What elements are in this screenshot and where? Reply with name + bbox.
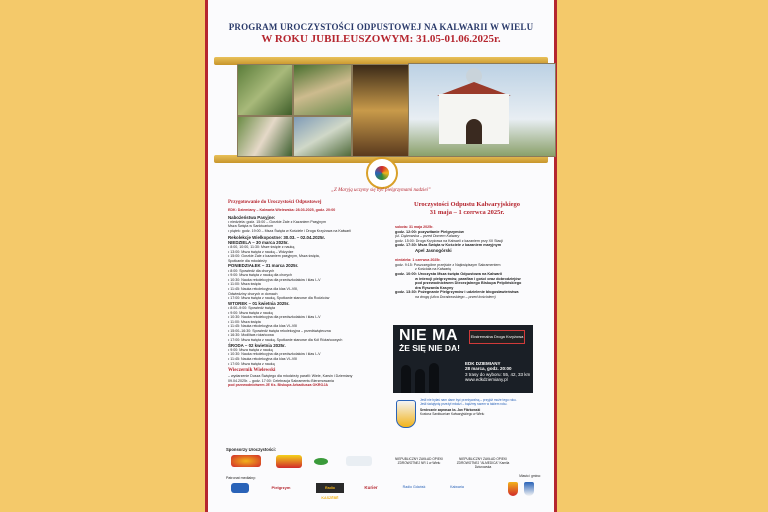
passion-item: • niedziela: godz. 15:00 – Gorzkie Żale z Kazaniem Pasyjnym <box>228 219 326 224</box>
media-name: Kalwaria <box>450 485 464 489</box>
schedule-item: Spotkanie dla młodzieży <box>228 258 267 263</box>
schedule-item: • 17:00: Msza święta z nauką <box>228 361 275 366</box>
schedule-item: • 8:00, 10:00, 11:30: Msze święte z nauką <box>228 244 295 249</box>
banner-headline: NIE MA <box>399 327 458 344</box>
patrons-title: Patronat medialny: <box>226 476 256 480</box>
schedule-item: • 11:45: Nauka rekolekcyjna dla klas VI–VIII <box>228 357 298 362</box>
event-item: godz. 17:30: Msza Święta w Kościele z kazaniem maryjnym <box>395 243 502 248</box>
schedule-item: • 15:00–16:30: Spowiedź święta rekolekcyjna – przedświąteczna <box>228 328 331 333</box>
media-name: Kurier <box>364 485 378 490</box>
day-wednesday: ŚRODA – 02 kwietnia 2025r. <box>228 342 286 348</box>
banner-edk-url: www.edkdziemiany.pl <box>465 377 508 383</box>
banner-edk-name: EDK DZIEMIANY <box>465 361 501 366</box>
photo-church <box>408 63 556 157</box>
schedule-item: • 11:00: Msza święta <box>228 319 261 324</box>
motto: „Z Maryją uczymy się być pielgrzymami nadziei” <box>331 188 431 193</box>
schedule-item: • 10:30: Nauka rekolekcyjna dla przedszkolaków i klas I–V <box>228 352 321 357</box>
schedule-item: • 8:00: Spowiedź dla chorych <box>228 268 275 273</box>
coat-of-arms-icon <box>524 482 534 496</box>
edk-banner <box>393 325 533 393</box>
info-item: Kustosz Sanktuarium Kalwaryjskiego w Wielu <box>420 411 485 416</box>
schedule-item: • 9:00: Msza święta z nauką <box>228 347 273 352</box>
info-item: Jeśli nie byłaś nam dane być przeżywalną – przyjdź może tego roku. <box>420 398 517 402</box>
photo-statue <box>293 64 352 116</box>
schedule-item: • 17:00: Msza święta z nauką. Spotkanie stanowe dla Kół Różańcowych <box>228 338 343 343</box>
photo-crowd <box>293 116 352 157</box>
media-name: Radio Gdańsk <box>402 485 426 489</box>
right-title-line1: Uroczystości Odpustu Kalwaryjskiego <box>413 201 521 208</box>
poster-title-line2: W ROKU JUBILEUSZOWYM: 31.05-01.06.2025r. <box>261 33 501 45</box>
event-item: godz. 13:30: Pożegnanie Pielgrzymów i udzielenie błogosławieństwa <box>395 290 519 295</box>
wieczernik-item: – wydarzenie Dusza Świętego dla młodzieży parafii: Wiele, Karsin i Dziemiany <box>228 374 353 379</box>
media-name: Radio KASZËBË <box>316 483 344 493</box>
event-item: pod przewodnictwem Diecezjalnego Biskupa Pelplińskiego <box>415 281 522 286</box>
right-title-line2: 31 maja – 1 czerwca 2025r. <box>429 209 505 216</box>
wieczernik-item: 09.04.2025r. – godz. 17:00: Celebracja Sakramentu Bierzmowania <box>228 378 334 383</box>
edk-line: EDK: Dziemiany – Kalwaria Wielewska: 28.03.2025, godz. 20:00 <box>228 208 336 212</box>
photo-procession <box>237 116 293 157</box>
schedule-item: • 11:00: Msza święta <box>228 282 261 287</box>
sponsor-name: Miasto i gmina: <box>519 474 541 478</box>
event-item: na drogę (ulica Dorabowskiego – przed kościołem) <box>415 294 496 299</box>
schedule-item: • 11:45: Nauka rekolekcyjna dla klas VI–VIII, <box>228 286 299 291</box>
schedule-item: • 17:00: Msza święta z nauką, Spotkanie stanowe dla Rodziców <box>228 296 330 301</box>
sponsor-logo <box>231 455 261 467</box>
event-item: godz. 10:00: Uroczysta Msza święta Odpustowa na Kalwarii <box>395 271 502 276</box>
sponsor-logo <box>276 455 302 468</box>
banner-details <box>465 361 530 383</box>
media-name: Pielgrzym <box>271 485 291 490</box>
event-item: (ul. Dąbrowska – przed Domem Kalwary <box>395 234 460 239</box>
info-block <box>420 399 540 417</box>
wieczernik-title: Wieczernik Wielewski <box>228 368 276 374</box>
event-item: w intencji pielgrzymów, parafian i gości oraz dobrodziejów <box>415 276 521 281</box>
saturday-title: sobota: 31 maja 2025r. <box>395 225 434 229</box>
event-item: godz. 15:00: Droga Krzyżowa na Kalwarii z kazaniem przy XII Stacji <box>395 238 503 243</box>
event-item: godz. 12:00: pozywitanie Pielgrzymów <box>395 229 464 234</box>
sponsors-title: Sponsorzy Uroczystości: <box>226 447 277 452</box>
day-sunday: NIEDZIELA – 30 marca 2025r. <box>228 239 289 245</box>
schedule-item: • 9:00: Msza święta z nauką dla chorych <box>228 273 292 278</box>
wieczernik-item: pod przewodnictwem JE Ks. Biskupa Arkadiusza OKROJA <box>228 383 328 388</box>
passion-item: • piątek: godz. 19:00 – Msza Święta w Kościele i Droga Krzyżowa na Kalwarii <box>228 228 351 233</box>
schedule-item: • 9:00: Msza święta z nauką <box>228 310 273 315</box>
schedule-item: • 16:30: Modlitwa różańcowa <box>228 333 274 338</box>
event-item: z Kościoła na Kalwarię <box>415 267 452 272</box>
left-column <box>228 200 378 388</box>
right-column <box>395 225 545 300</box>
banner-edk-routes: 3 trasy do wyboru: 55, 42, 33 km <box>465 371 531 377</box>
sponsor-logo <box>314 458 328 465</box>
info-item: Jeśli świątynię przeżył młodzi – bądźmy razem w takiem roku. <box>420 401 508 406</box>
sunday-title: niedziela: 1 czerwca 2025r. <box>395 258 441 263</box>
photo-pilgrims <box>237 64 293 116</box>
schedule-item: • 13:00: Msza święta z nauką – Wdzydze <box>228 249 294 254</box>
coat-of-arms-icon <box>508 482 518 496</box>
retreat-title: Rekolekcje Wielkopostne: 30.03. – 02.04.2025r. <box>228 234 326 240</box>
schedule-item: • 8:00–9:00: Spowiedź święta <box>228 305 276 310</box>
event-item: dra Ryszarda Kasyny <box>415 285 454 290</box>
jubilee-logo <box>366 157 398 189</box>
banner-edk-date: 28 marca, godz. 20:00 <box>465 366 512 372</box>
passion-item: Msza Święta w Sanktuarium <box>228 224 274 229</box>
sponsor-name: NIEPUBLICZNY ZAKŁAD OPIEKI ZDROWOTNEJ "ALMEDICA" Kamila Dziurowska <box>456 457 510 469</box>
right-section-title <box>392 201 542 217</box>
schedule-item: • 11:45: Nauka rekolekcyjna dla klas VI–VIII <box>228 324 298 329</box>
media-logo <box>231 483 249 493</box>
left-section-title: Przygotowanie do Uroczystości Odpustowej <box>228 200 322 205</box>
schedule-item: • 10:30: Nauka rekolekcyjna dla przedszkolaków i klas I–V <box>228 277 321 282</box>
event-item: Apel Jasnogórski <box>415 247 452 253</box>
day-monday: PONIEDZIAŁEK – 31 marca 2025r. <box>228 263 299 269</box>
schedule-item: Odwiedziny chorych w domach <box>228 291 278 296</box>
passion-title: Nabożeństwa Pasyjne: <box>228 214 276 220</box>
sponsor-logo <box>346 456 372 466</box>
info-item: Serdecznie zaprasza ks. Jan Fikrkowski <box>420 407 481 412</box>
event-item: godz. 9:15: Poszczególne przejście z Najświętszym Sakramentem <box>395 262 501 267</box>
photo-madonna-icon <box>352 64 410 157</box>
sponsor-name: NIEPUBLICZNY ZAKŁAD OPIEKI ZDROWOTNEJ NR 1 w Wielu <box>395 457 443 465</box>
sanctuary-crest <box>396 400 416 428</box>
day-tuesday: WTOREK – 01 kwietnia 2025r. <box>228 300 290 306</box>
banner-subheadline: ŻE SIĘ NIE DA! <box>399 343 460 353</box>
schedule-item: • 15:00: Gorzkie Żale z kazaniem pasyjnym, Msza święta, <box>228 254 320 259</box>
poster-title-line1: PROGRAM UROCZYSTOŚCI ODPUSTOWEJ NA KALWARII W WIELU <box>228 22 534 32</box>
schedule-item: • 10:30: Nauka rekolekcyjna dla przedszkolaków i klas I–V <box>228 315 321 320</box>
edk-logo: Ekstremalna Droga Krzyżowa <box>469 330 525 344</box>
